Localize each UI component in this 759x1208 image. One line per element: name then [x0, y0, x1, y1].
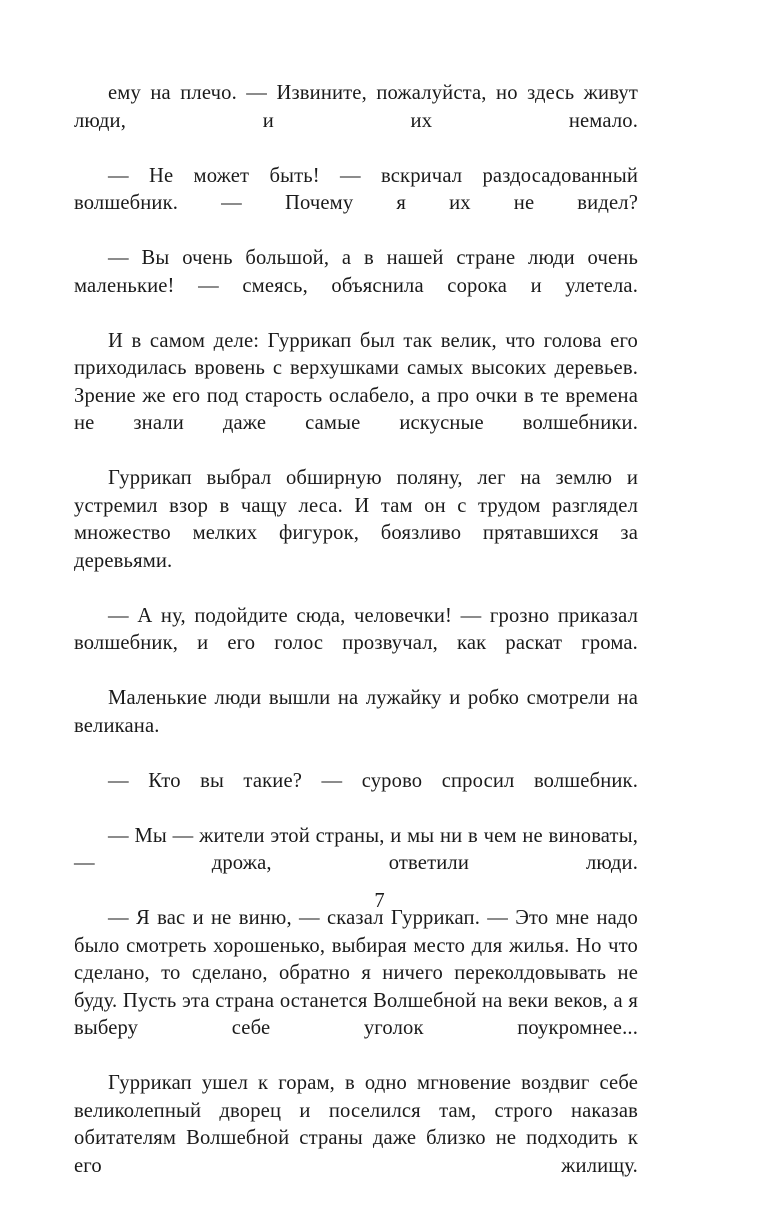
paragraph: ему на плечо. — Извините, пожалуйста, но здесь живут люди, и их немало. — [74, 82, 638, 132]
paragraph: — Я вас и не виню, — сказал Гуррикап. — Это мне надо было смотреть хорошенько, выбирая место для жилья. Но что сделано, то сделано, обратно я ничего переколдовывать не буду. Пусть эта страна останется Волшебной на веки веков, а я выберу себе уголок поукромнее... — [74, 907, 638, 1039]
page-body-text — [74, 80, 638, 1208]
page-number: 7 — [374, 890, 385, 912]
paragraph: — Вы очень большой, а в нашей стране люди очень маленькие! — смеясь, объяснила сорока и улетела. — [74, 247, 638, 297]
paragraph: Гуррикап выбрал обширную поляну, лег на землю и устремил взор в чащу леса. И там он с трудом разглядел множество мелких фигурок, боязливо прятавшихся за деревьями. — [74, 467, 638, 572]
paragraph: — А ну, подойдите сюда, человечки! — грозно приказал волшебник, и его голос прозвучал, как раскат грома. — [74, 604, 638, 654]
paragraph: Гуррикап ушел к горам, в одно мгновение воздвиг себе великолепный дворец и поселился там, строго наказав обитателям Волшебной страны даже близко не подходить к его жилищу. — [74, 1072, 638, 1177]
paragraph: — Не может быть! — вскричал раздосадованный волшебник. — Почему я их не видел? — [74, 164, 638, 214]
paragraph: И в самом деле: Гуррикап был так велик, что голова его приходилась вровень с верхушками самых высоких деревьев. Зрение же его под старость ослабело, а про очки в те времена не знали даже самые искусные волшебники. — [74, 329, 638, 434]
paragraph: — Мы — жители этой страны, и мы ни в чем не виноваты, — дрожа, ответили люди. — [74, 824, 638, 874]
paragraph: — Кто вы такие? — сурово спросил волшебник. — [108, 769, 638, 792]
paragraph: Маленькие люди вышли на лужайку и робко смотрели на великана. — [74, 687, 638, 737]
